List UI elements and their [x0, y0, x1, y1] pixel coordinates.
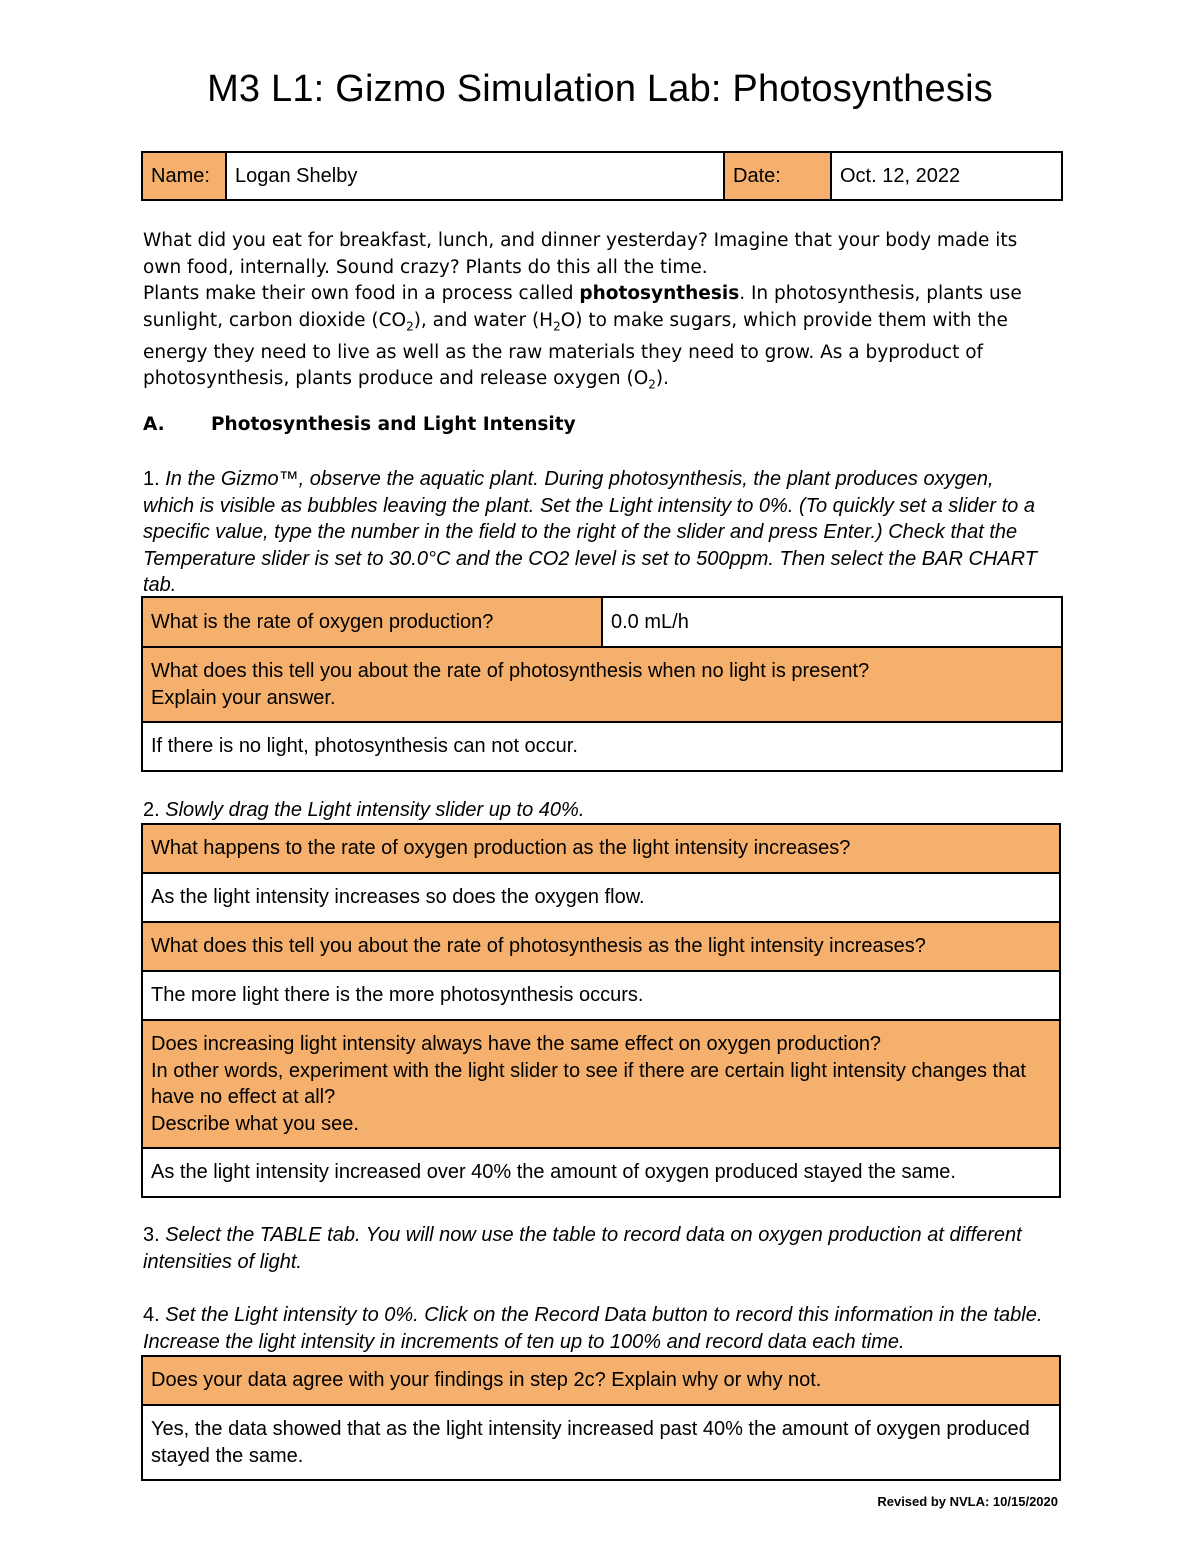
question-same-effect: Does increasing light intensity always have the same effect on oxygen production? In other words, experiment with the light slider to see if there are certain light intensity changes that have no effect at all? Describe what you see. — [142, 1020, 1060, 1148]
step-2-qa-table — [141, 823, 1061, 1198]
question-data-agree: Does your data agree with your findings in step 2c? Explain why or why not. — [142, 1356, 1060, 1405]
step-1-qa-table — [141, 596, 1063, 772]
student-info-table — [141, 151, 1063, 201]
answer-same-effect[interactable]: As the light intensity increased over 40% the amount of oxygen produced stayed the same. — [142, 1148, 1060, 1197]
question-oxygen-rate: What is the rate of oxygen production? — [142, 597, 602, 647]
answer-data-agree[interactable]: Yes, the data showed that as the light intensity increased past 40% the amount of oxygen produced stayed the same. — [142, 1405, 1060, 1480]
section-heading — [143, 414, 576, 435]
answer-photosynthesis-increase[interactable]: The more light there is the more photosynthesis occurs. — [142, 971, 1060, 1020]
step-3-instructions: 3. Select the TABLE tab. You will now use the table to record data on oxygen production at different intensities of light. — [143, 1224, 1022, 1273]
section-title: Photosynthesis and Light Intensity — [211, 414, 576, 435]
answer-no-light[interactable]: If there is no light, photosynthesis can not occur. — [142, 722, 1062, 771]
question-no-light: What does this tell you about the rate of photosynthesis when no light is present? Explain your answer. — [142, 647, 1062, 722]
step-4-qa-table — [141, 1355, 1061, 1481]
revision-note: Revised by NVLA: 10/15/2020 — [877, 1494, 1058, 1509]
step-1-instructions: 1. In the Gizmo™, observe the aquatic plant. During photosynthesis, the plant produces oxygen, which is visible as bubbles leaving the plant. Set the Light intensity to 0%. (To quickly set a slider to a specific value, type the number in the field to the right of the slider and press Enter.) Check that the Temperature slider is set to 30.0°C and the CO2 level is set to 500ppm. Then select the BAR CHART tab. — [143, 468, 1037, 596]
name-field[interactable]: Logan Shelby — [226, 152, 724, 200]
question-photosynthesis-increase: What does this tell you about the rate of photosynthesis as the light intensity increases? — [142, 922, 1060, 971]
intro-paragraph-2: Plants make their own food in a process called photosynthesis. In photosynthesis, plants use sunlight, carbon dioxide $(CO_2)$, and water $(H_2O)$ to make sugars, which provide them with the energy they need to live as well as the raw materials they need to grow. As a byproduct of photosynthesis, plants produce and release oxygen $(O_2)$. — [143, 283, 1022, 392]
answer-oxygen-increase[interactable]: As the light intensity increases so does the oxygen flow. — [142, 873, 1060, 922]
name-label: Name: — [142, 152, 226, 200]
step-4-instructions: 4. Set the Light intensity to 0%. Click on the Record Data button to record this information in the table. Increase the light intensity in increments of ten up to 100% and record data each time. — [143, 1304, 1043, 1353]
intro-paragraph-1: What did you eat for breakfast, lunch, and dinner yesterday? Imagine that your body made its own food, internally. Sound crazy? Plants do this all the time. — [143, 230, 1018, 278]
date-field[interactable]: Oct. 12, 2022 — [831, 152, 1062, 200]
intro-text — [143, 228, 1058, 398]
date-label: Date: — [724, 152, 831, 200]
answer-oxygen-rate[interactable]: 0.0 mL/h — [602, 597, 1062, 647]
photosynthesis-term: photosynthesis — [579, 283, 740, 304]
section-letter: A. — [143, 414, 165, 435]
step-2-instructions: 2. Slowly drag the Light intensity slider up to 40%. — [143, 799, 585, 821]
page-title: M3 L1: Gizmo Simulation Lab: Photosynthesis — [207, 68, 993, 110]
question-oxygen-increase: What happens to the rate of oxygen production as the light intensity increases? — [142, 824, 1060, 873]
